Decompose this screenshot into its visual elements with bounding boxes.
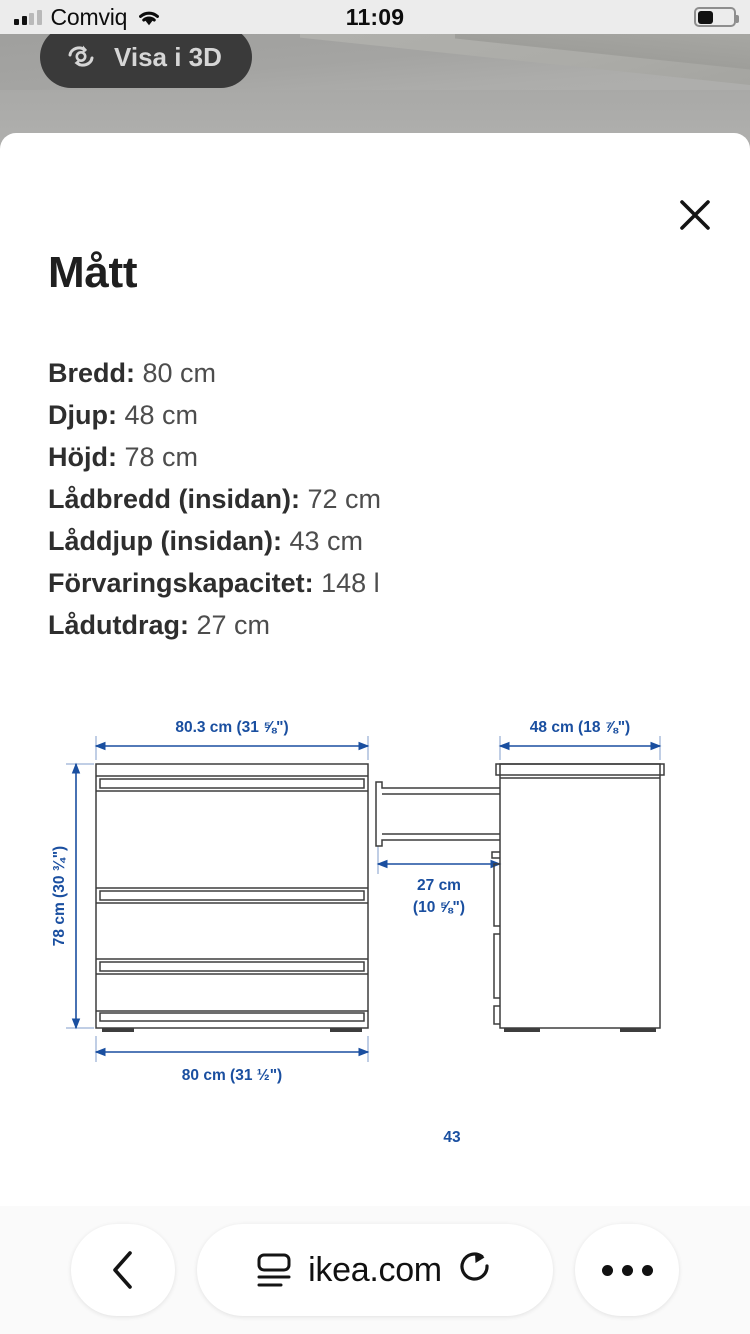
chevron-left-icon [106,1247,140,1293]
more-button[interactable] [575,1224,679,1316]
address-bar[interactable] [197,1224,553,1316]
spec-row [48,478,702,520]
spec-label: Förvaringskapacitet: [48,568,314,598]
front-view-outline [96,764,368,1028]
spec-value: 72 cm [307,484,382,514]
spec-label: Bredd: [48,358,135,388]
status-right [694,7,736,27]
spec-value: 148 l [321,568,380,598]
page-title: Mått [48,248,138,297]
battery-icon [694,7,736,27]
side-top-dimension-label: 48 cm (18 ⅞") [529,719,631,736]
side-view-outline [376,764,664,1028]
spec-value: 78 cm [124,442,199,472]
close-icon [678,198,712,232]
measurements-sheet [0,133,750,1206]
spec-label: Djup: [48,400,117,430]
drawer-extension-label-2: (10 ⅝") [412,899,466,916]
view-in-3d-button[interactable] [40,26,252,88]
clipped-dimension-label: 43 [443,1129,461,1146]
spec-value: 27 cm [196,610,271,640]
dimension-drawing [48,706,702,1146]
spec-label: Lådutdrag: [48,610,189,640]
status-time: 11:09 [345,3,405,30]
back-button[interactable] [71,1224,175,1316]
carrier-label: Comviq [50,3,128,30]
spec-value: 43 cm [289,526,364,556]
url-text: ikea.com [308,1250,442,1289]
reload-icon[interactable] [458,1250,494,1290]
view-in-3d-label: Visa i 3D [114,41,222,72]
rotate-3d-icon [64,42,98,72]
spec-row [48,520,702,562]
spec-row [48,604,702,646]
spec-value: 48 cm [124,400,199,430]
spec-row [48,436,702,478]
spec-row [48,394,702,436]
front-left-dimension-label: 78 cm (30 ¾") [51,845,68,947]
drawer-extension-label-1: 27 cm [417,877,461,894]
spec-label: Lådbredd (insidan): [48,484,300,514]
spec-row [48,562,702,604]
front-bottom-dimension-label: 80 cm (31 ½") [181,1067,283,1084]
spec-label: Låddjup (insidan): [48,526,282,556]
more-dots-icon [602,1265,653,1276]
close-button[interactable] [673,193,717,237]
specs-list [48,352,702,646]
spec-row [48,352,702,394]
reader-mode-icon [256,1251,292,1289]
front-top-dimension-label: 80.3 cm (31 ⅝") [175,719,289,736]
sheet-body [0,248,750,1146]
browser-toolbar [0,1206,750,1334]
spec-value: 80 cm [142,358,217,388]
spec-label: Höjd: [48,442,117,472]
status-bar [0,0,750,34]
